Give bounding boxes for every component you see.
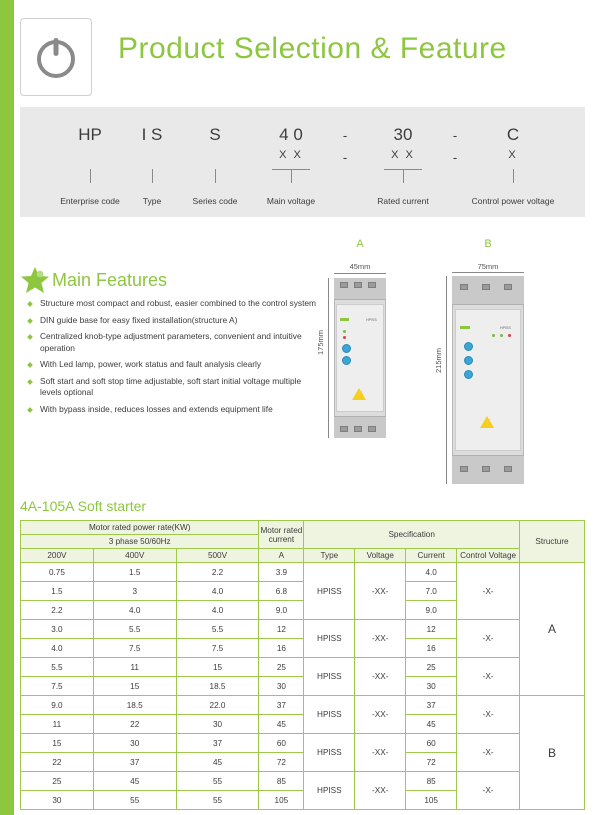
cell-500v: 5.5 <box>176 620 259 639</box>
cell-current: 30 <box>406 677 457 696</box>
device-a-terminal <box>340 282 348 288</box>
page-title: Product Selection & Feature <box>118 32 507 65</box>
code-segment-enterprise: HP <box>78 125 102 144</box>
header-voltage: Voltage <box>355 549 406 563</box>
leader-tick-6 <box>513 169 514 183</box>
cell-current: 12 <box>406 620 457 639</box>
cell-current: 37 <box>406 696 457 715</box>
cell-control-voltage: -X- <box>457 563 520 620</box>
cell-voltage: -XX- <box>355 563 406 620</box>
table-row <box>21 696 585 715</box>
power-icon <box>33 34 79 80</box>
cell-400v: 7.5 <box>93 639 176 658</box>
cell-current: 16 <box>406 639 457 658</box>
cell-type: HPISS <box>304 620 355 658</box>
device-b-label: B <box>484 238 492 250</box>
code-subcode-control-voltage: X <box>508 149 518 161</box>
device-a-label: A <box>356 238 364 250</box>
table-row <box>21 620 585 639</box>
cell-amps: 6.8 <box>259 582 304 601</box>
cell-structure: A <box>520 563 585 696</box>
cell-400v: 15 <box>93 677 176 696</box>
device-b-width-label: 75mm <box>477 262 499 271</box>
cell-500v: 4.0 <box>176 582 259 601</box>
device-a-led-run <box>343 330 346 333</box>
cell-control-voltage: -X- <box>457 620 520 658</box>
device-a-terminal <box>368 282 376 288</box>
header-specification: Specification <box>304 521 520 549</box>
device-b-image <box>452 276 524 484</box>
cell-voltage: -XX- <box>355 734 406 772</box>
feature-item: Centralized knob-type adjustment parameters, convenient and intuitive operation <box>26 331 318 354</box>
cell-200v: 9.0 <box>21 696 94 715</box>
device-b-warning-icon <box>480 416 494 428</box>
header-power-group: Motor rated power rate(KW) <box>21 521 259 535</box>
cell-current: 85 <box>406 772 457 791</box>
cell-500v: 2.2 <box>176 563 259 582</box>
table-row <box>21 658 585 677</box>
code-segment-main-voltage: 4 0 <box>279 125 303 144</box>
code-label-rated-current: Rated current <box>377 196 429 206</box>
leader-tick-5 <box>403 169 404 183</box>
feature-item: Soft start and soft stop time adjustable, soft start initial voltage multiple levels optional <box>26 376 318 399</box>
cell-500v: 22.0 <box>176 696 259 715</box>
cell-200v: 25 <box>21 772 94 791</box>
header-200v: 200V <box>21 549 94 563</box>
cell-amps: 3.9 <box>259 563 304 582</box>
cell-400v: 3 <box>93 582 176 601</box>
device-b-led-run <box>492 334 495 337</box>
cell-amps: 25 <box>259 658 304 677</box>
device-b-terminal <box>482 284 490 290</box>
left-accent-band <box>0 0 14 815</box>
cell-control-voltage: -X- <box>457 696 520 734</box>
device-b-led-ready <box>500 334 503 337</box>
cell-500v: 30 <box>176 715 259 734</box>
table-header-row-1 <box>21 521 585 535</box>
cell-type: HPISS <box>304 563 355 620</box>
code-segment-series: S <box>209 125 221 144</box>
device-a-height-dim-line <box>328 278 329 438</box>
cell-200v: 30 <box>21 791 94 810</box>
code-label-series: Series code <box>192 196 238 206</box>
leader-tick-4 <box>291 169 292 183</box>
cell-500v: 7.5 <box>176 639 259 658</box>
cell-amps: 45 <box>259 715 304 734</box>
header-current: Current <box>406 549 457 563</box>
cell-control-voltage: -X- <box>457 734 520 772</box>
cell-type: HPISS <box>304 658 355 696</box>
cell-amps: 16 <box>259 639 304 658</box>
table-row <box>21 563 585 582</box>
device-b-led-fault <box>508 334 511 337</box>
device-a-knob-1 <box>342 344 351 353</box>
device-a-terminal <box>340 426 348 432</box>
code-subcode-main-voltage: X X <box>279 149 303 161</box>
leader-tick-3 <box>215 169 216 183</box>
cell-current: 9.0 <box>406 601 457 620</box>
cell-control-voltage: -X- <box>457 658 520 696</box>
logo-box <box>20 18 92 96</box>
cell-current: 25 <box>406 658 457 677</box>
feature-item: Structure most compact and robust, easier combined to the control system <box>26 298 318 310</box>
features-list <box>26 298 318 420</box>
feature-item: DIN guide base for easy fixed installation(structure A) <box>26 315 318 327</box>
cell-amps: 105 <box>259 791 304 810</box>
cell-amps: 37 <box>259 696 304 715</box>
cell-current: 60 <box>406 734 457 753</box>
device-b-terminal <box>460 466 468 472</box>
code-label-main-voltage: Main voltage <box>266 196 316 206</box>
device-b-knob-2 <box>464 356 473 365</box>
device-a-height-label: 175mm <box>316 330 325 356</box>
code-segment-control-voltage: C <box>506 125 520 144</box>
cell-500v: 55 <box>176 772 259 791</box>
header-type: Type <box>304 549 355 563</box>
cell-amps: 12 <box>259 620 304 639</box>
device-a-brand-strip <box>340 318 349 321</box>
code-subcode-rated-current: X X <box>391 149 415 161</box>
cell-400v: 5.5 <box>93 620 176 639</box>
cell-current: 72 <box>406 753 457 772</box>
spec-table <box>20 520 585 810</box>
leader-bar-5 <box>384 169 422 170</box>
device-a-led-fault <box>343 336 346 339</box>
device-b-top-terminals <box>452 276 524 305</box>
cell-200v: 3.0 <box>21 620 94 639</box>
device-b-knob-1 <box>464 342 473 351</box>
leader-bar-4 <box>272 169 310 170</box>
header-phase: 3 phase 50/60Hz <box>21 535 259 549</box>
code-dash-2: - <box>452 128 458 143</box>
device-a-model-text: HPISS <box>366 318 377 322</box>
device-a-width-dim-line <box>334 273 386 274</box>
code-label-type: Type <box>142 196 162 206</box>
cell-500v: 37 <box>176 734 259 753</box>
header-structure: Structure <box>520 521 585 563</box>
cell-400v: 4.0 <box>93 601 176 620</box>
spec-table-title: 4A-105A Soft starter <box>20 498 147 514</box>
device-a-terminal <box>354 282 362 288</box>
device-a-width-label: 45mm <box>349 262 371 271</box>
cell-400v: 11 <box>93 658 176 677</box>
device-b-terminal <box>482 466 490 472</box>
product-code-decode <box>20 107 585 217</box>
cell-type: HPISS <box>304 696 355 734</box>
cell-structure: B <box>520 696 585 810</box>
cell-200v: 5.5 <box>21 658 94 677</box>
cell-amps: 9.0 <box>259 601 304 620</box>
cell-voltage: -XX- <box>355 696 406 734</box>
cell-current: 45 <box>406 715 457 734</box>
cell-500v: 4.0 <box>176 601 259 620</box>
device-b-brand-strip <box>460 326 470 329</box>
device-b-faceplate <box>455 309 521 450</box>
device-b-model-text: HPISS <box>500 326 511 330</box>
cell-type: HPISS <box>304 734 355 772</box>
cell-200v: 22 <box>21 753 94 772</box>
device-a-terminal <box>354 426 362 432</box>
cell-200v: 7.5 <box>21 677 94 696</box>
device-b-height-label: 215mm <box>434 348 443 374</box>
device-a-image <box>334 278 386 438</box>
cell-voltage: -XX- <box>355 620 406 658</box>
device-b-knob-3 <box>464 370 473 379</box>
cell-500v: 18.5 <box>176 677 259 696</box>
device-a-warning-icon <box>352 388 366 400</box>
leader-tick-2 <box>152 169 153 183</box>
cell-type: HPISS <box>304 772 355 810</box>
header-400v: 400V <box>93 549 176 563</box>
device-b-height-dim-line <box>446 276 447 484</box>
code-dash-4: - <box>452 150 458 165</box>
code-segment-type: I S <box>141 125 163 144</box>
star-icon <box>20 265 50 295</box>
cell-200v: 4.0 <box>21 639 94 658</box>
code-label-control-voltage: Control power voltage <box>471 196 555 206</box>
page-header <box>20 18 585 96</box>
cell-voltage: -XX- <box>355 658 406 696</box>
cell-400v: 18.5 <box>93 696 176 715</box>
leader-tick-1 <box>90 169 91 183</box>
cell-current: 105 <box>406 791 457 810</box>
cell-400v: 22 <box>93 715 176 734</box>
header-motor-rated-current: Motor rated current <box>259 521 304 549</box>
device-b-terminal <box>504 466 512 472</box>
device-a-terminal <box>368 426 376 432</box>
cell-control-voltage: -X- <box>457 772 520 810</box>
table-row <box>21 772 585 791</box>
table-row <box>21 734 585 753</box>
code-segment-rated-current: 30 <box>393 125 413 144</box>
cell-voltage: -XX- <box>355 772 406 810</box>
cell-400v: 37 <box>93 753 176 772</box>
device-a-knob-2 <box>342 356 351 365</box>
cell-500v: 45 <box>176 753 259 772</box>
cell-400v: 55 <box>93 791 176 810</box>
header-amps: A <box>259 549 304 563</box>
cell-amps: 85 <box>259 772 304 791</box>
device-b-terminal <box>460 284 468 290</box>
cell-amps: 30 <box>259 677 304 696</box>
cell-current: 4.0 <box>406 563 457 582</box>
header-control-voltage: Control Voltage <box>457 549 520 563</box>
code-dash-1: - <box>342 128 348 143</box>
code-dash-3: - <box>342 150 348 165</box>
cell-amps: 72 <box>259 753 304 772</box>
cell-400v: 1.5 <box>93 563 176 582</box>
feature-item: With bypass inside, reduces losses and extends equipment life <box>26 404 318 416</box>
cell-500v: 15 <box>176 658 259 677</box>
cell-400v: 45 <box>93 772 176 791</box>
code-label-enterprise: Enterprise code <box>60 196 120 206</box>
cell-200v: 15 <box>21 734 94 753</box>
features-title: Main Features <box>52 270 168 290</box>
device-b-terminal <box>504 284 512 290</box>
cell-200v: 2.2 <box>21 601 94 620</box>
cell-200v: 11 <box>21 715 94 734</box>
cell-400v: 30 <box>93 734 176 753</box>
header-500v: 500V <box>176 549 259 563</box>
table-header-row-3 <box>21 549 585 563</box>
cell-current: 7.0 <box>406 582 457 601</box>
cell-200v: 0.75 <box>21 563 94 582</box>
cell-amps: 60 <box>259 734 304 753</box>
feature-item: With Led lamp, power, work status and fault analysis clearly <box>26 359 318 371</box>
cell-500v: 55 <box>176 791 259 810</box>
device-b-width-dim-line <box>452 272 524 273</box>
cell-200v: 1.5 <box>21 582 94 601</box>
